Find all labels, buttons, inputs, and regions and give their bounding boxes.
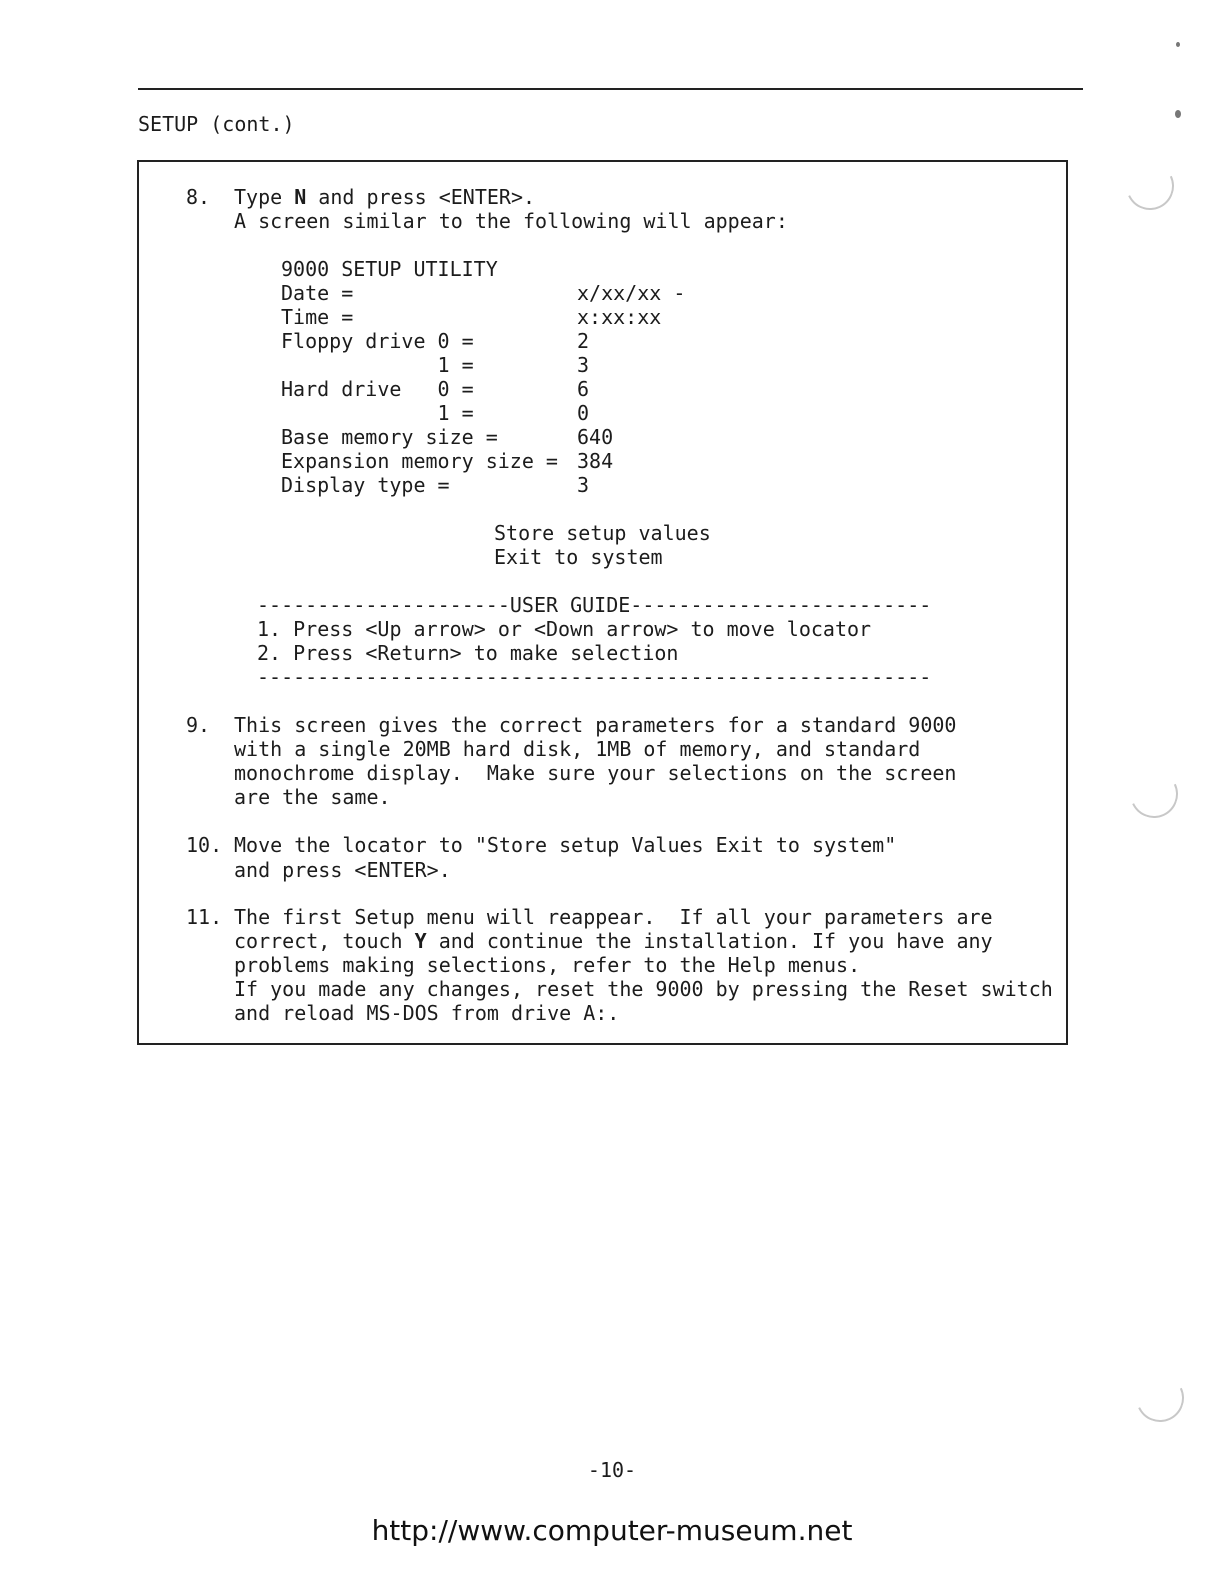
step-8-line-2: A screen similar to the following will appear: [234,209,788,233]
step-9-line-1: This screen gives the correct parameters for a standard 9000 [234,713,957,737]
setup-value-floppy-1: 3 [577,353,590,377]
user-guide-bottom-rule: -------------------------------------------------------- [257,665,932,689]
setup-label-hard-0: Hard drive 0 = [281,377,474,401]
setup-value-hard-1: 0 [577,401,590,425]
top-rule [138,88,1083,90]
user-guide-top-rule: ---------------------USER GUIDE------------------------- [257,593,932,617]
step-10-line-2: and press <ENTER>. [234,858,451,882]
step-11-line-4: If you made any changes, reset the 9000 by pressing the Reset switch [234,977,1053,1001]
setup-label-expansion-memory: Expansion memory size = [281,449,558,473]
setup-label-display-type: Display type = [281,473,450,497]
step-9-line-3: monochrome display. Make sure your selections on the screen [234,761,957,785]
setup-value-floppy-0: 2 [577,329,590,353]
user-guide-line-2: 2. Press <Return> to make selection [257,641,679,665]
menu-store-setup-values: Store setup values [494,521,711,545]
step-9-line-2: with a single 20MB hard disk, 1MB of memory, and standard [234,737,921,761]
step-number-11: 11. [186,905,223,929]
setup-value-date: x/xx/xx - [577,281,686,305]
key-n: N [294,185,307,209]
menu-exit-to-system: Exit to system [494,545,663,569]
section-title: SETUP (cont.) [138,112,295,136]
step-number-10: 10. [186,833,223,857]
scan-speck [1176,42,1180,47]
setup-label-floppy-1: 1 = [281,353,474,377]
user-guide-line-1: 1. Press <Up arrow> or <Down arrow> to move locator [257,617,872,641]
binder-hole-mark [1129,1367,1191,1429]
setup-label-hard-1: 1 = [281,401,474,425]
binder-hole-mark [1123,763,1185,825]
footer-url: http://www.computer-museum.net [371,1514,853,1547]
setup-label-base-memory: Base memory size = [281,425,498,449]
step-number-9: 9. [186,713,211,737]
scan-speck [1175,110,1181,118]
step-11-line-2: correct, touch Y and continue the installation. If you have any [234,929,993,953]
setup-value-expansion-memory: 384 [577,449,614,473]
page-number: -10- [587,1458,637,1482]
setup-utility-title: 9000 SETUP UTILITY [281,257,498,281]
setup-label-floppy-0: Floppy drive 0 = [281,329,474,353]
step-9-line-4: are the same. [234,785,391,809]
step-8-line-1: Type N and press <ENTER>. [234,185,536,209]
binder-hole-mark [1119,155,1181,217]
step-number-8: 8. [186,185,211,209]
step-11-line-3: problems making selections, refer to the Help menus. [234,953,861,977]
step-10-line-1: Move the locator to "Store setup Values Exit to system" [234,833,897,857]
step-11-line-5: and reload MS-DOS from drive A:. [234,1001,620,1025]
setup-label-date: Date = [281,281,354,305]
key-y: Y [414,929,427,953]
setup-value-base-memory: 640 [577,425,614,449]
setup-value-time: x:xx:xx [577,305,662,329]
step-11-line-1: The first Setup menu will reappear. If all your parameters are [234,905,993,929]
setup-value-hard-0: 6 [577,377,590,401]
setup-value-display-type: 3 [577,473,590,497]
setup-label-time: Time = [281,305,354,329]
